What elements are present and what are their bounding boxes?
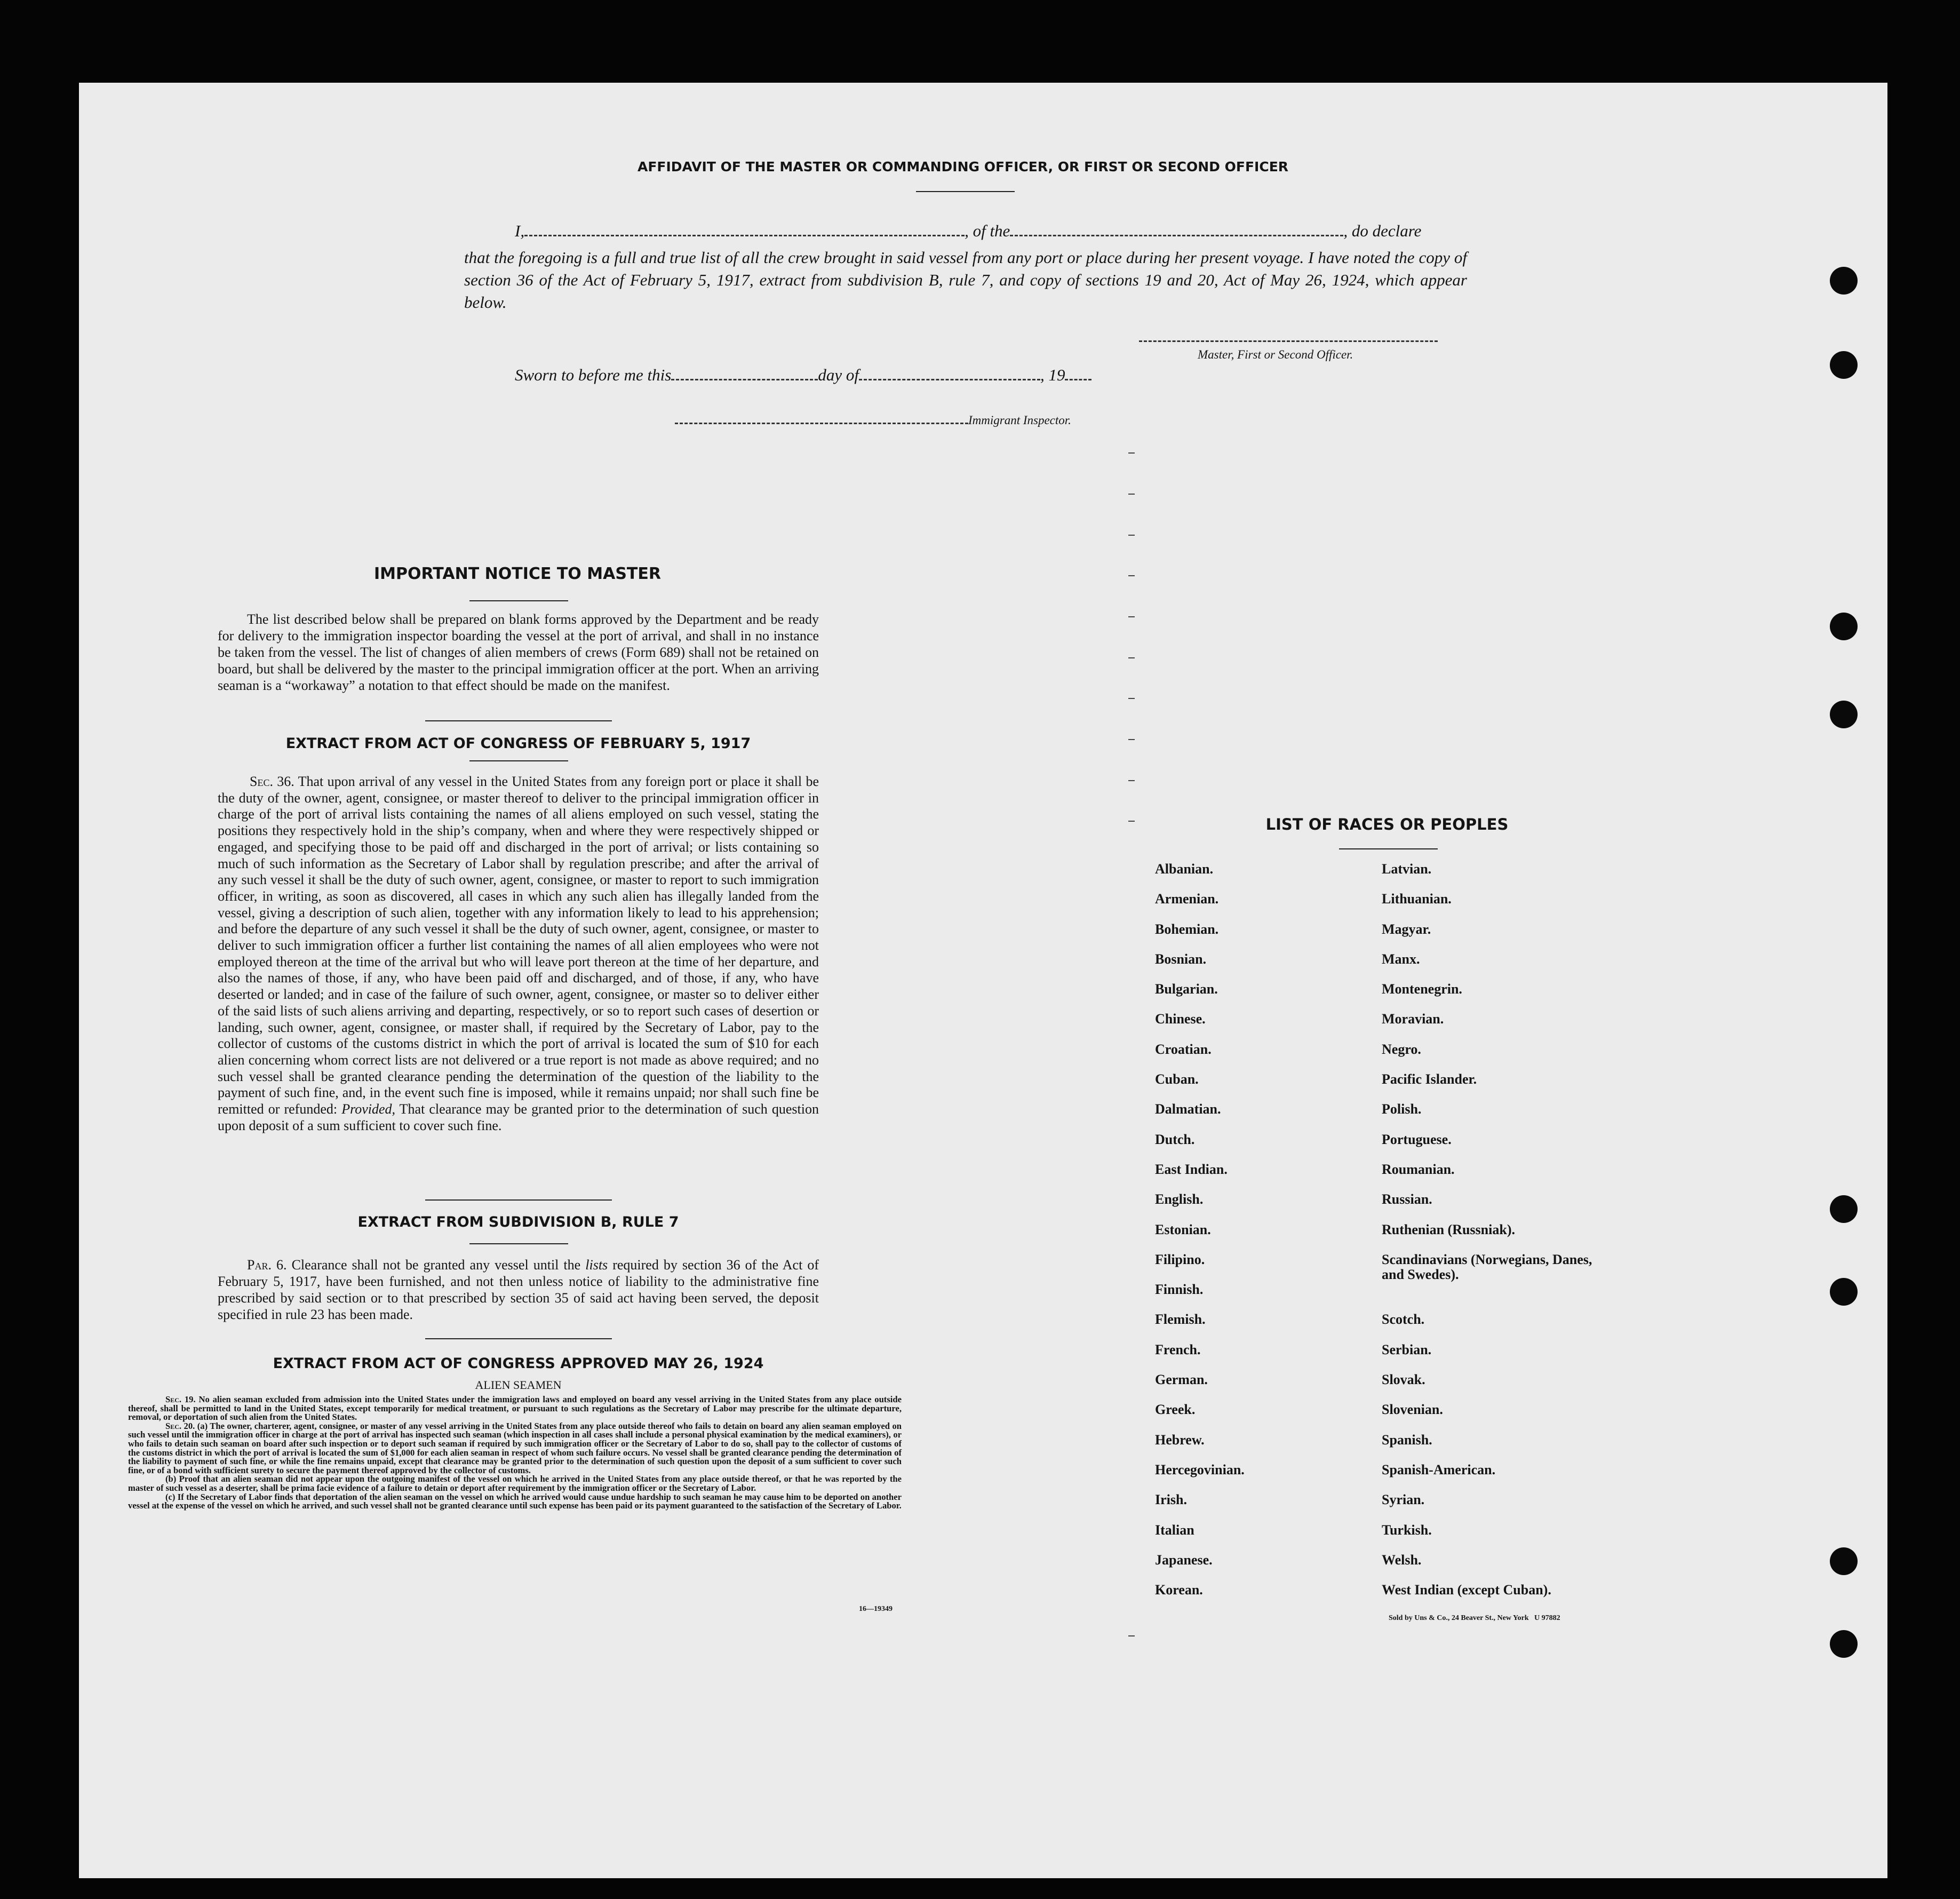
race-item: Croatian. [1155, 1041, 1212, 1057]
sworn-month-field[interactable] [859, 379, 1040, 380]
sec20c-paragraph: (c) If the Secretary of Labor finds that deportation of the alien seaman on the vessel on which he arrived would cause undue hardship to such seaman he may cause him to be deported on another vessel at the expense of the vessel on which he arrived, and such vessel shall not be granted clearance until such expense has been paid or its payment guaranteed to the satisfaction of the Secretary of Labor. [128, 1491, 902, 1511]
race-item: Flemish. [1155, 1312, 1206, 1328]
race-item: Latvian. [1382, 861, 1432, 877]
punch-hole [1830, 1547, 1858, 1575]
races-list [1155, 862, 1619, 1612]
race-item: Portuguese. [1382, 1131, 1452, 1147]
sec20a-paragraph [128, 1422, 902, 1475]
race-item: East Indian. [1155, 1161, 1228, 1177]
extract-1917-title: EXTRACT FROM ACT OF CONGRESS OF FEBRUARY 5, 1917 [285, 735, 751, 752]
race-item: Finnish. [1155, 1282, 1204, 1298]
extract-rule7-body [218, 1257, 819, 1323]
race-item: Manx. [1382, 951, 1420, 967]
inspector-line [675, 414, 1071, 427]
race-item: Estonian. [1155, 1221, 1211, 1237]
sworn-year-field[interactable] [1065, 379, 1091, 380]
margin-tick [1128, 1635, 1135, 1636]
margin-tick [1128, 616, 1135, 617]
divider [916, 191, 1015, 192]
race-item [1382, 1282, 1619, 1312]
race-item: French. [1155, 1341, 1201, 1357]
divider [425, 1199, 612, 1201]
punch-hole [1830, 613, 1858, 640]
margin-tick [1128, 575, 1135, 576]
day-of-label: day of [818, 366, 859, 384]
race-item: Serbian. [1382, 1341, 1432, 1357]
race-item: Bosnian. [1155, 951, 1207, 967]
affidavit-title: AFFIDAVIT OF THE MASTER OR COMMANDING OFFICER, OR FIRST OR SECOND OFFICER [637, 159, 1289, 174]
sec19-label: Sec. 19. [165, 1394, 196, 1404]
sworn-label: Sworn to before me this [515, 366, 672, 384]
race-item: Chinese. [1155, 1011, 1206, 1027]
race-item: Filipino. [1155, 1251, 1205, 1267]
race-item: Dutch. [1155, 1131, 1195, 1147]
race-item: Polish. [1382, 1101, 1422, 1117]
do-declare-label: , do declare [1343, 221, 1422, 240]
name-field[interactable] [524, 235, 965, 236]
race-item: Magyar. [1382, 921, 1431, 937]
i-label: I, [515, 221, 525, 240]
lists-word: lists [585, 1257, 608, 1273]
race-item: Slovenian. [1382, 1402, 1443, 1418]
race-item: West Indian (except Cuban). [1382, 1582, 1551, 1598]
extract-1924-body [128, 1395, 902, 1511]
sec20a-text: (a) The owner, charterer, agent, consignee, or master of any vessel arriving in the United States from any place outside thereof who fails to detain on board any alien seaman employed on such vessel until the immigration officer in charge at the port of arrival has inspected such seaman (which inspection in all cases shall include a personal physical examination by the medical examiners), or who fails to detain such seaman on board after such inspection or to deport such seaman if required by such immigration officer or the Secretary of Labor to do so, shall pay to the collector of customs of the customs district in which the port of arrival is located the sum of $1,000 for each alien seaman in respect of whom such failure occurs. No vessel shall be granted clearance pending the determination of the liability to payment of such fine, or while the fine remains unpaid, except that clearance may be granted prior to the determination of such question upon the deposit of a sum sufficient to cover such fine, or of a bond with sufficient surety to secure the payment thereof approved by the collector of customs. [128, 1420, 902, 1475]
extract-1924-subtitle: ALIEN SEAMEN [475, 1378, 562, 1392]
vessel-field[interactable] [1010, 235, 1343, 236]
notice-title: IMPORTANT NOTICE TO MASTER [374, 565, 661, 583]
race-item: Welsh. [1382, 1552, 1422, 1568]
margin-tick [1128, 452, 1135, 454]
race-item: Lithuanian. [1382, 891, 1452, 907]
par6-text-b: required by section 36 of the Act of February 5, 1917, have been furnished, and not then unless notice of liability to the administrative fine prescribed by said section or to that prescribed by section 35 of said act having been served, the deposit specified in rule 23 has been made. [218, 1257, 819, 1322]
margin-tick [1128, 821, 1135, 822]
race-item: Russian. [1382, 1191, 1432, 1207]
divider [425, 1338, 612, 1339]
sec36-text-b: That clearance may be granted prior to the determination of such question upon deposit of a sum sufficient to cover such fine. [218, 1101, 819, 1133]
race-item: Montenegrin. [1382, 981, 1462, 997]
par6-text-a: Clearance shall not be granted any vessel until the [291, 1257, 581, 1273]
notice-body: The list described below shall be prepared on blank forms approved by the Department and be ready for delivery to the immigration inspector boarding the vessel at the port of arrival, and shall in no instance be taken from the vessel. The list of changes of alien members of crews (Form 689) shall not be retained on board, but shall be delivered by the master to the principal immigration officer at the port. When an arriving seaman is a “workaway” a notation to that effect should be made on the manifest. [218, 611, 819, 693]
divider [469, 760, 568, 761]
printer-note: Sold by Uns & Co., 24 Beaver St., New York U 97882 [1389, 1614, 1560, 1622]
inspector-label: Immigrant Inspector. [968, 414, 1071, 427]
race-item: Hebrew. [1155, 1432, 1205, 1448]
sec36-text-a: That upon arrival of any vessel in the United States from any foreign port or place it shall be the duty of the owner, agent, consignee, or master thereof to deliver to the principal immigration officer in charge of the port of arrival lists containing the names of all aliens employed on such vessel, stating the positions they respectively hold in the ship’s company, when and where they were respectively shipped or engaged, and specifying those to be paid off and discharged in the port of arrival; or lists containing so much of such information as the Secretary of Labor shall by regulation prescribe; and after the arrival of any such vessel it shall be the duty of such owner, agent, consignee, or master to report to such immigration officer, in writing, as soon as discovered, all cases in which any such alien has illegally landed from the vessel, giving a description of such alien, together with any information likely to lead to his apprehension; and before the departure of any such vessel it shall be the duty of such owner, agent, consignee, or master to deliver to such immigration officer a further list containing the names of all alien employees who were not employed thereon at the time of the arrival but who will leave port thereon at the time of her departure, and also the names of those, if any, who have been paid off and discharged, and of those, if any, who have deserted or landed; and in case of the failure of such owner, agent, consignee, or master so to deliver either of the said lists of such aliens arriving and departing, respectively, or so to report such cases of desertion or landing, such owner, agent, consignee, or master shall, if required by the Secretary of Labor, pay to the collector of customs of the customs district in which the port of arrival is located the sum of $10 for each alien concerning whom correct lists are not delivered or a true report is not made as above required; and no such vessel shall be granted clearance pending the determination of the question of the liability to the payment of such fine, and, in the event such fine is imposed, while it remains unpaid; nor shall such fine be remitted or refunded: [218, 774, 819, 1117]
race-item: Korean. [1155, 1582, 1203, 1598]
margin-tick [1128, 739, 1135, 740]
extract-1917-body [218, 774, 819, 1134]
race-item: Syrian. [1382, 1492, 1425, 1508]
race-item: Roumanian. [1382, 1161, 1455, 1177]
margin-tick [1128, 535, 1135, 536]
race-item: Armenian. [1155, 891, 1219, 907]
margin-tick [1128, 657, 1135, 658]
year-label: , 19 [1040, 366, 1065, 384]
margin-tick [1128, 494, 1135, 495]
master-signature-field[interactable] [1139, 335, 1438, 342]
margin-tick [1128, 698, 1135, 699]
race-item: Spanish-American. [1382, 1461, 1496, 1477]
form-number: 16—19349 [859, 1605, 893, 1613]
race-item: Bulgarian. [1155, 981, 1218, 997]
punch-hole [1830, 267, 1858, 295]
race-item: German. [1155, 1372, 1208, 1388]
sworn-day-field[interactable] [671, 379, 818, 380]
race-item: Bohemian. [1155, 921, 1219, 937]
of-the-label: , of the [965, 221, 1010, 240]
race-item: Greek. [1155, 1402, 1196, 1418]
race-item: Spanish. [1382, 1432, 1432, 1448]
race-item: Ruthenian (Russniak). [1382, 1221, 1515, 1237]
punch-hole [1830, 1630, 1858, 1658]
race-item: Scandinavians (Norwegians, Danes, and Swedes). [1382, 1251, 1592, 1282]
punch-hole [1830, 351, 1858, 379]
par6-label: Par. 6. [247, 1257, 287, 1273]
race-item: Albanian. [1155, 861, 1214, 877]
master-signature-label: Master, First or Second Officer. [1198, 348, 1353, 361]
punch-hole [1830, 1195, 1858, 1223]
extract-1924-title: EXTRACT FROM ACT OF CONGRESS APPROVED MAY 26, 1924 [273, 1355, 764, 1372]
divider [469, 1243, 568, 1244]
provided-label: Provided, [341, 1101, 396, 1117]
sec20b-paragraph: (b) Proof that an alien seaman did not appear upon the outgoing manifest of the vessel on which he arrived in the United States from any place outside thereof, or that he was reported by the master of such vessel as a deserter, shall be prima facie evidence of a failure to detain or deport after requirement by the immigration officer or the Secretary of Labor. [128, 1474, 902, 1493]
affidavit-body: that the foregoing is a full and true list of all the crew brought in said vessel from any port or place during her present voyage. I have noted the copy of section 36 of the Act of February 5, 1917, extract from subdivision B, rule 7, and copy of sections 19 and 20, Act of May 26, 1924, which appear below. [464, 248, 1467, 312]
race-item: Moravian. [1382, 1011, 1444, 1027]
extract-rule7-title: EXTRACT FROM SUBDIVISION B, RULE 7 [357, 1214, 679, 1230]
sworn-line [515, 366, 1091, 385]
race-item: Turkish. [1382, 1522, 1432, 1538]
sec19-paragraph [128, 1395, 902, 1422]
race-item: Cuban. [1155, 1071, 1199, 1087]
race-item: Scotch. [1382, 1312, 1425, 1328]
race-item: Japanese. [1155, 1552, 1213, 1568]
punch-hole [1830, 701, 1858, 728]
race-item: Irish. [1155, 1492, 1187, 1508]
punch-hole [1830, 1278, 1858, 1306]
divider [425, 720, 612, 721]
inspector-signature-field[interactable] [675, 423, 968, 424]
affidavit-declaration-line [464, 221, 1472, 241]
race-item: Hercegovinian. [1155, 1461, 1245, 1477]
race-item: Italian [1155, 1522, 1194, 1538]
divider [469, 600, 568, 601]
sec20-label: Sec. 20. [165, 1420, 195, 1431]
race-item: Dalmatian. [1155, 1101, 1221, 1117]
margin-tick [1128, 780, 1135, 781]
race-item: Slovak. [1382, 1372, 1425, 1388]
race-item: Pacific Islander. [1382, 1071, 1477, 1087]
sec36-label: Sec. 36. [250, 774, 294, 789]
sec19-text: No alien seaman excluded from admission into the United States under the immigration laws and employed on board any vessel arriving in the United States from any place outside thereof, shall be permitted to land in the United States, except temporarily for medical treatment, or pursuant to such regulations as the Secretary of Labor may prescribe for the ultimate departure, removal, or deportation of such alien from the United States. [128, 1394, 902, 1423]
race-item: English. [1155, 1191, 1204, 1207]
race-item: Negro. [1382, 1041, 1421, 1057]
divider [1339, 848, 1438, 849]
races-title: LIST OF RACES OR PEOPLES [1265, 815, 1509, 833]
